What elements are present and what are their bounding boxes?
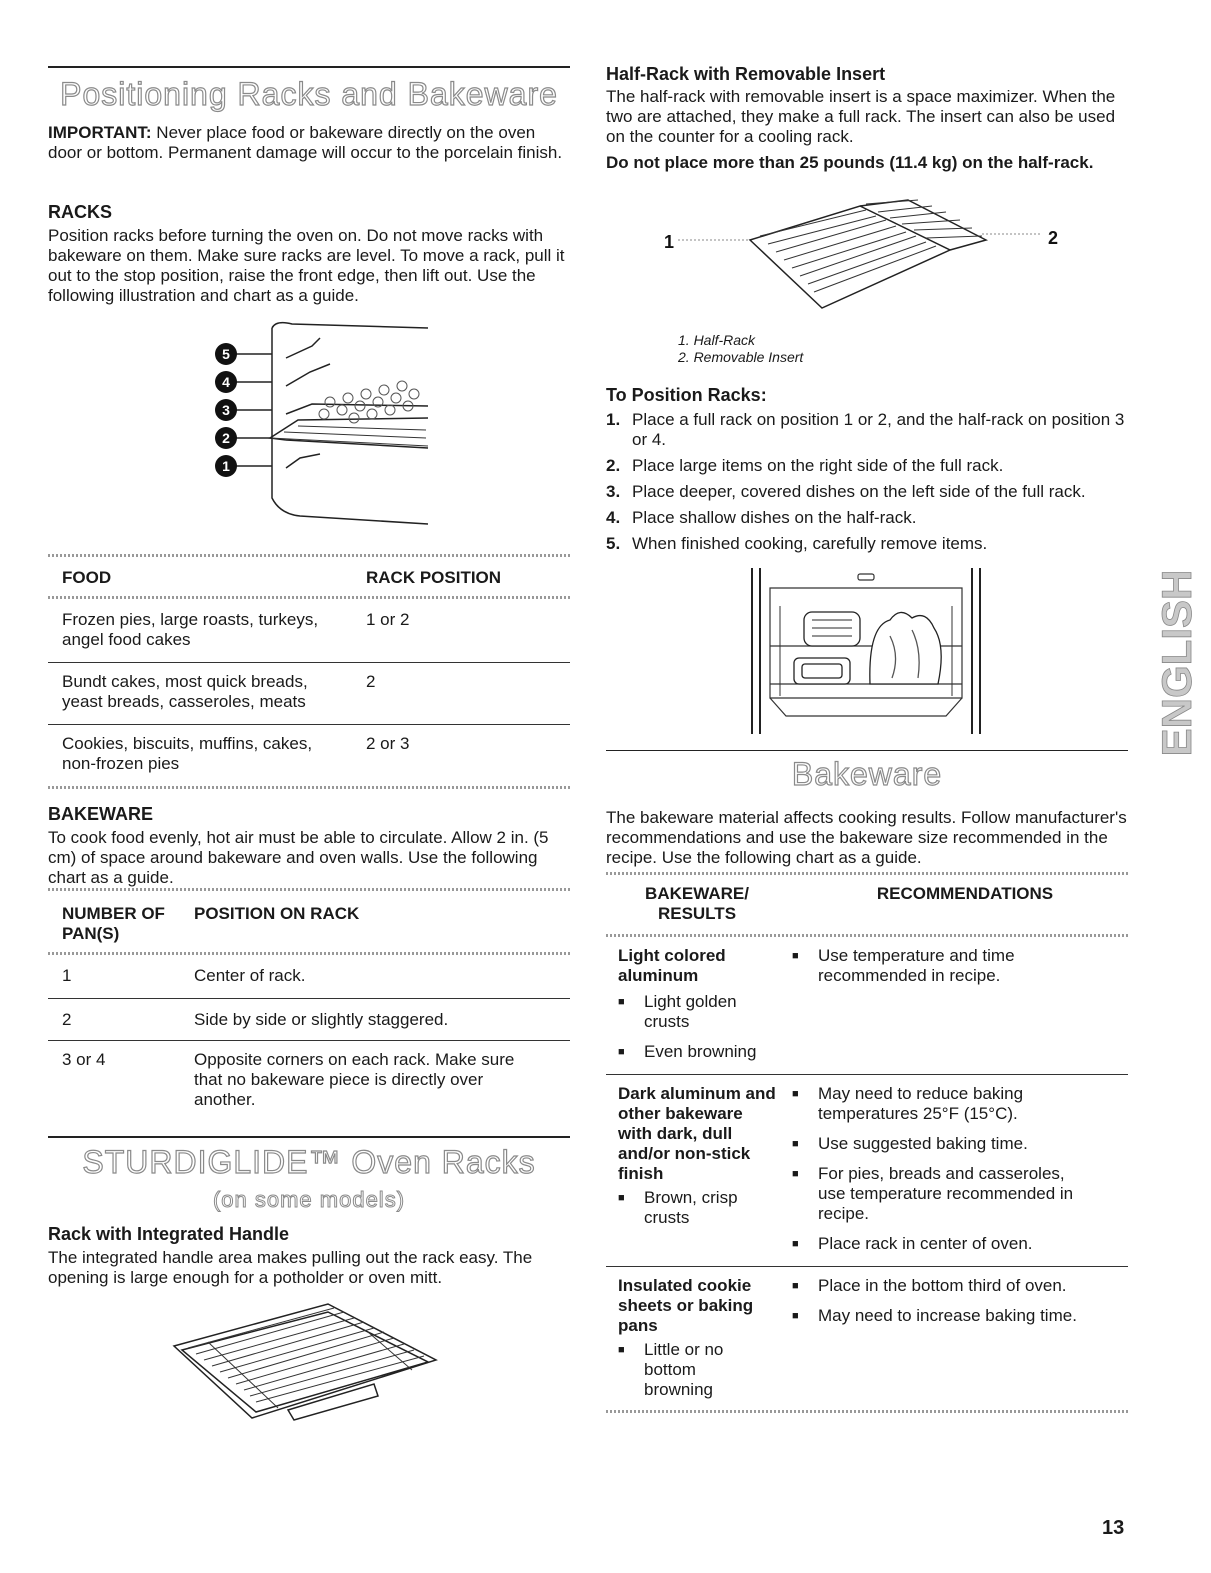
bake-row-3-material: Insulated cookie sheets or baking pans	[618, 1276, 754, 1335]
step-item: 1. Place a full rack on position 1 or 2, and the half-rack on position 3 or 4.	[606, 410, 1125, 449]
pan-row-2-num: 2	[62, 1010, 72, 1029]
bake-row-1-result: ■ Light golden crusts	[618, 992, 778, 1032]
bake-row-2-material: Dark aluminum and other bakeware with dark, dull and/or non-stick finish	[618, 1084, 776, 1183]
food-row-2-food: Bundt cakes, most quick breads, yeast breads, casseroles, meats	[62, 672, 308, 711]
pan-table-top-rule	[48, 888, 570, 891]
step-item: 2. Place large items on the right side of the full rack.	[606, 456, 1004, 475]
pan-table-header-position: POSITION ON RACK	[194, 904, 360, 923]
bake-row-3-result: ■ Little or no bottom browning	[618, 1340, 758, 1400]
bake-row-divider	[606, 1266, 1128, 1267]
bake-row-divider	[606, 1074, 1128, 1075]
halfrack-warning: Do not place more than 25 pounds (11.4 kg) on the half-rack.	[606, 153, 1094, 172]
bake-table-head-rule	[606, 934, 1128, 937]
to-position-heading: To Position Racks:	[606, 385, 767, 405]
bake-row-2-result: ■ Brown, crisp crusts	[618, 1188, 778, 1228]
bake-row-2-rec: ■ Use suggested baking time.	[792, 1134, 1092, 1154]
food-row-3-position: 2 or 3	[366, 734, 410, 753]
food-row-2-position: 2	[366, 672, 376, 691]
bake-table-header-bakeware: BAKEWARE/ RESULTS	[645, 884, 749, 923]
food-row-1-food: Frozen pies, large roasts, turkeys, angel food cakes	[62, 610, 319, 649]
page-number: 13	[1102, 1517, 1125, 1539]
side-tab-label: ENGLISH	[1153, 569, 1201, 757]
oven-loaded-illustration	[750, 566, 984, 736]
bakeware-section-title: Bakeware	[791, 756, 943, 792]
racks-heading: RACKS	[48, 202, 113, 222]
racks-text: Position racks before turning the oven on. Do not move racks with bakeware on them. Make sure racks are level. To move a rack, pull it out to the stop position, raise the front edge, then lift out. Use the following illustration and chart as a guide.	[48, 226, 565, 305]
step-item: 3. Place deeper, covered dishes on the left side of the full rack.	[606, 482, 1086, 501]
callout-1: 1	[664, 232, 675, 252]
caption-half-rack: 1. Half-Rack	[678, 332, 756, 348]
bake-row-2-rec: ■ May need to reduce baking temperatures 25°F (15°C).	[792, 1084, 1092, 1124]
sturdiglide-subtitle: (on some models)	[212, 1187, 406, 1212]
callout-2: 2	[1048, 228, 1059, 248]
top-rule-left	[48, 66, 570, 68]
section-title-positioning: Positioning Racks and Bakeware	[60, 76, 558, 112]
bakeware-section-text: The bakeware material affects cooking results. Follow manufacturer's recommendations and use the bakeware size recommended in the recipe. Use the following chart as a guide.	[606, 808, 1127, 867]
sturdiglide-title: STURDIGLIDE™ Oven Racks	[82, 1144, 536, 1180]
important-label: IMPORTANT:	[48, 123, 152, 142]
half-rack-frame	[750, 200, 986, 308]
half-rack-illustration	[650, 190, 1070, 320]
pan-row-3-pos: Opposite corners on each rack. Make sure that no bakeware piece is directly over another.	[194, 1050, 515, 1109]
bake-row-3-rec: ■ May need to increase baking time.	[792, 1306, 1092, 1326]
shallow-dish	[794, 658, 850, 684]
turkey	[870, 612, 941, 684]
position-3-label: 3	[222, 402, 230, 418]
pan-row-divider	[48, 998, 570, 999]
bakeware-section-rule	[606, 750, 1128, 751]
halfrack-heading: Half-Rack with Removable Insert	[606, 64, 886, 84]
pan-row-3-num: 3 or 4	[62, 1050, 106, 1069]
step-item: 4. Place shallow dishes on the half-rack.	[606, 508, 917, 527]
bake-row-2-rec: ■ For pies, breads and casseroles, use temperature recommended in recipe.	[792, 1164, 1092, 1224]
important-text: Never place food or bakeware directly on the oven door or bottom. Permanent damage will occur to the porcelain finish.	[48, 123, 563, 162]
cookie-pattern	[319, 381, 419, 423]
food-table-bottom-rule	[48, 786, 570, 789]
to-position-steps	[606, 410, 1126, 560]
oven-cavity-lines	[270, 323, 428, 524]
position-5-label: 5	[222, 346, 230, 362]
bake-row-1-result: ■ Even browning	[618, 1042, 778, 1062]
position-4-label: 4	[222, 374, 230, 390]
bake-table-header-recs: RECOMMENDATIONS	[876, 884, 1054, 903]
sturdiglide-rule	[48, 1136, 570, 1138]
casserole-dish	[804, 612, 860, 646]
bake-row-2-rec: ■ Place rack in center of oven.	[792, 1234, 1092, 1254]
food-row-1-position: 1 or 2	[366, 610, 410, 629]
pan-row-2-pos: Side by side or slightly staggered.	[194, 1010, 449, 1029]
bake-table-top-rule	[606, 872, 1128, 875]
important-note	[48, 123, 570, 163]
bakeware-heading: BAKEWARE	[48, 804, 154, 824]
rack-wires	[188, 1308, 424, 1408]
pan-table-head-rule	[48, 952, 570, 955]
language-side-tab	[1153, 568, 1202, 758]
bake-row-1-rec: ■ Use temperature and time recommended in recipe.	[792, 946, 1092, 986]
position-1-label: 1	[222, 458, 230, 474]
pan-row-1-pos: Center of rack.	[194, 966, 306, 985]
food-table-head-rule	[48, 596, 570, 599]
food-table-top-rule	[48, 554, 570, 557]
bake-row-1-material: Light colored aluminum	[618, 946, 726, 985]
integrated-handle-heading: Rack with Integrated Handle	[48, 1224, 290, 1244]
bake-row-3-rec: ■ Place in the bottom third of oven.	[792, 1276, 1092, 1296]
food-table-header-food: FOOD	[62, 568, 112, 587]
integrated-handle-text: The integrated handle area makes pulling out the rack easy. The opening is large enough for a potholder or oven mitt.	[48, 1248, 533, 1287]
food-row-divider	[48, 662, 570, 663]
pan-row-1-num: 1	[62, 966, 72, 985]
caption-removable-insert: 2. Removable Insert	[678, 349, 804, 365]
food-row-divider	[48, 724, 570, 725]
half-rack-wires	[760, 200, 982, 292]
rack-positions-illustration	[200, 318, 440, 530]
pan-row-divider	[48, 1040, 570, 1041]
integrated-handle-rack-illustration	[168, 1298, 448, 1422]
position-markers	[215, 343, 272, 477]
pan-table-header-number: NUMBER OF PAN(S)	[62, 904, 165, 943]
bakeware-text: To cook food evenly, hot air must be able to circulate. Allow 2 in. (5 cm) of space around bakeware and oven walls. Use the following chart as a guide.	[48, 828, 549, 887]
step-item: 5. When finished cooking, carefully remove items.	[606, 534, 988, 553]
position-2-label: 2	[222, 430, 230, 446]
halfrack-text: The half-rack with removable insert is a space maximizer. When the two are attached, they make a full rack. The insert can also be used on the counter for a cooling rack.	[606, 87, 1116, 146]
food-row-3-food: Cookies, biscuits, muffins, cakes, non-frozen pies	[62, 734, 313, 773]
food-table-header-position: RACK POSITION	[366, 568, 502, 587]
bake-table-bottom-rule	[606, 1410, 1128, 1413]
